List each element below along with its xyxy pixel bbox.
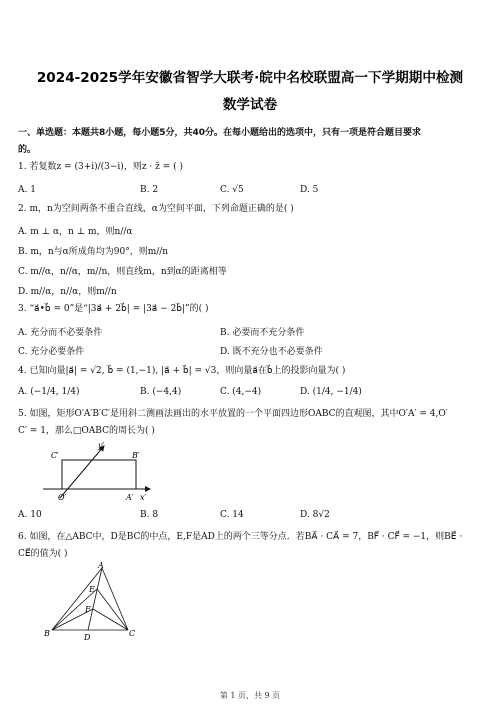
question-6-stem: 6. 如图，在△ABC中，D是BC的中点，E,F是AD上的两个三等分点．若BA⃗ · CA⃗ = 7，BF⃗ · CF⃗ = −1，则BE⃗ · <box>18 532 463 542</box>
segment-cf <box>93 609 128 630</box>
question-1-stem: 1. 若复数z = (3+i)/(3−i)，则z · z̄ = ( ) <box>18 162 184 172</box>
q5-option-b: B. 8 <box>140 510 159 520</box>
label-b: B′ <box>132 451 140 460</box>
question-4-stem: 4. 已知向量|a⃗| = √2, b⃗ = (1,−1), |a⃗ + b⃗| = √3，则向量a⃗在b⃗上的投影向量为( ) <box>18 366 346 376</box>
page-footer: 第 1 页，共 9 页 <box>219 691 281 700</box>
q2-option-c: C. m//α，n//α，m//n，则直线m，n到α的距离相等 <box>18 267 227 277</box>
question-2-stem: 2. m，n为空间两条不重合直线，α为空间平面，下列命题正确的是( ) <box>18 204 294 214</box>
side-ab <box>52 568 102 630</box>
label-o: O′ <box>58 493 67 502</box>
label-d: D <box>84 633 91 642</box>
exam-subtitle: 数学试卷 <box>222 97 278 113</box>
q5-option-c: C. 14 <box>220 510 244 520</box>
label-x: x′ <box>140 493 147 502</box>
q6-figure <box>40 562 150 644</box>
side-ac <box>102 568 128 630</box>
question-5-stem-cont: C′ = 1，那么□OABC的周长为( ) <box>18 426 155 436</box>
q2-option-d: D. m//α，n//α，则m//n <box>18 287 117 297</box>
question-3-stem: 3. “a⃗•b⃗ = 0”是“|3a⃗ + 2b⃗| = |3a⃗ − 2b⃗|”的( ) <box>18 304 209 314</box>
label-e: E <box>89 585 95 594</box>
segment-ce <box>97 589 128 630</box>
q3-option-a: A. 充分而不必要条件 <box>18 328 103 338</box>
q5-option-d: D. 8√2 <box>300 510 330 520</box>
q5-figure <box>40 440 160 502</box>
label-f: F <box>85 605 91 614</box>
label-b: B <box>44 629 50 638</box>
q2-option-b: B. m，n与α所成角均为90°，则m//n <box>18 247 169 257</box>
label-y: y′ <box>98 441 105 450</box>
q3-option-c: C. 充分必要条件 <box>18 347 85 357</box>
q4-option-b: B. (−4,4) <box>140 387 182 397</box>
question-6-stem-cont: CE⃗的值为( ) <box>18 549 68 559</box>
q3-option-d: D. 既不充分也不必要条件 <box>220 347 323 357</box>
q1-option-c: C. √5 <box>220 185 244 195</box>
rectangle-oabc <box>62 460 136 489</box>
q1-option-b: B. 2 <box>140 185 159 195</box>
q4-option-d: D. (1/4, −1/4) <box>300 387 362 397</box>
q4-option-a: A. (−1/4, 1/4) <box>18 387 80 397</box>
q5-option-a: A. 10 <box>18 510 42 520</box>
label-c: C <box>129 629 136 638</box>
q3-option-b: B. 必要而不充分条件 <box>220 328 305 338</box>
section-heading-cont: 的。 <box>18 145 37 155</box>
q4-option-c: C. (4,−4) <box>220 387 262 397</box>
y-axis <box>60 446 104 498</box>
label-a: A′ <box>126 493 134 502</box>
exam-title: 2024-2025学年安徽省智学大联考·皖中名校联盟高一下学期期中检测 <box>36 70 464 86</box>
label-a: A <box>98 562 104 570</box>
q2-option-a: A. m ⊥ α，n ⊥ m，则n//α <box>18 227 133 237</box>
q1-option-d: D. 5 <box>300 185 319 195</box>
q1-option-a: A. 1 <box>18 185 36 195</box>
question-5-stem: 5. 如图，矩形O′A′B′C′是用斜二测画法画出的水平放置的一个平面四边形OABC的直观图，其中O′A′ = 4,O′ <box>18 409 448 419</box>
label-c: C′ <box>51 451 59 460</box>
section-heading: 一、单选题：本题共8小题，每小题5分，共40分。在每小题给出的选项中，只有一项是符合题目要求 <box>18 128 422 138</box>
